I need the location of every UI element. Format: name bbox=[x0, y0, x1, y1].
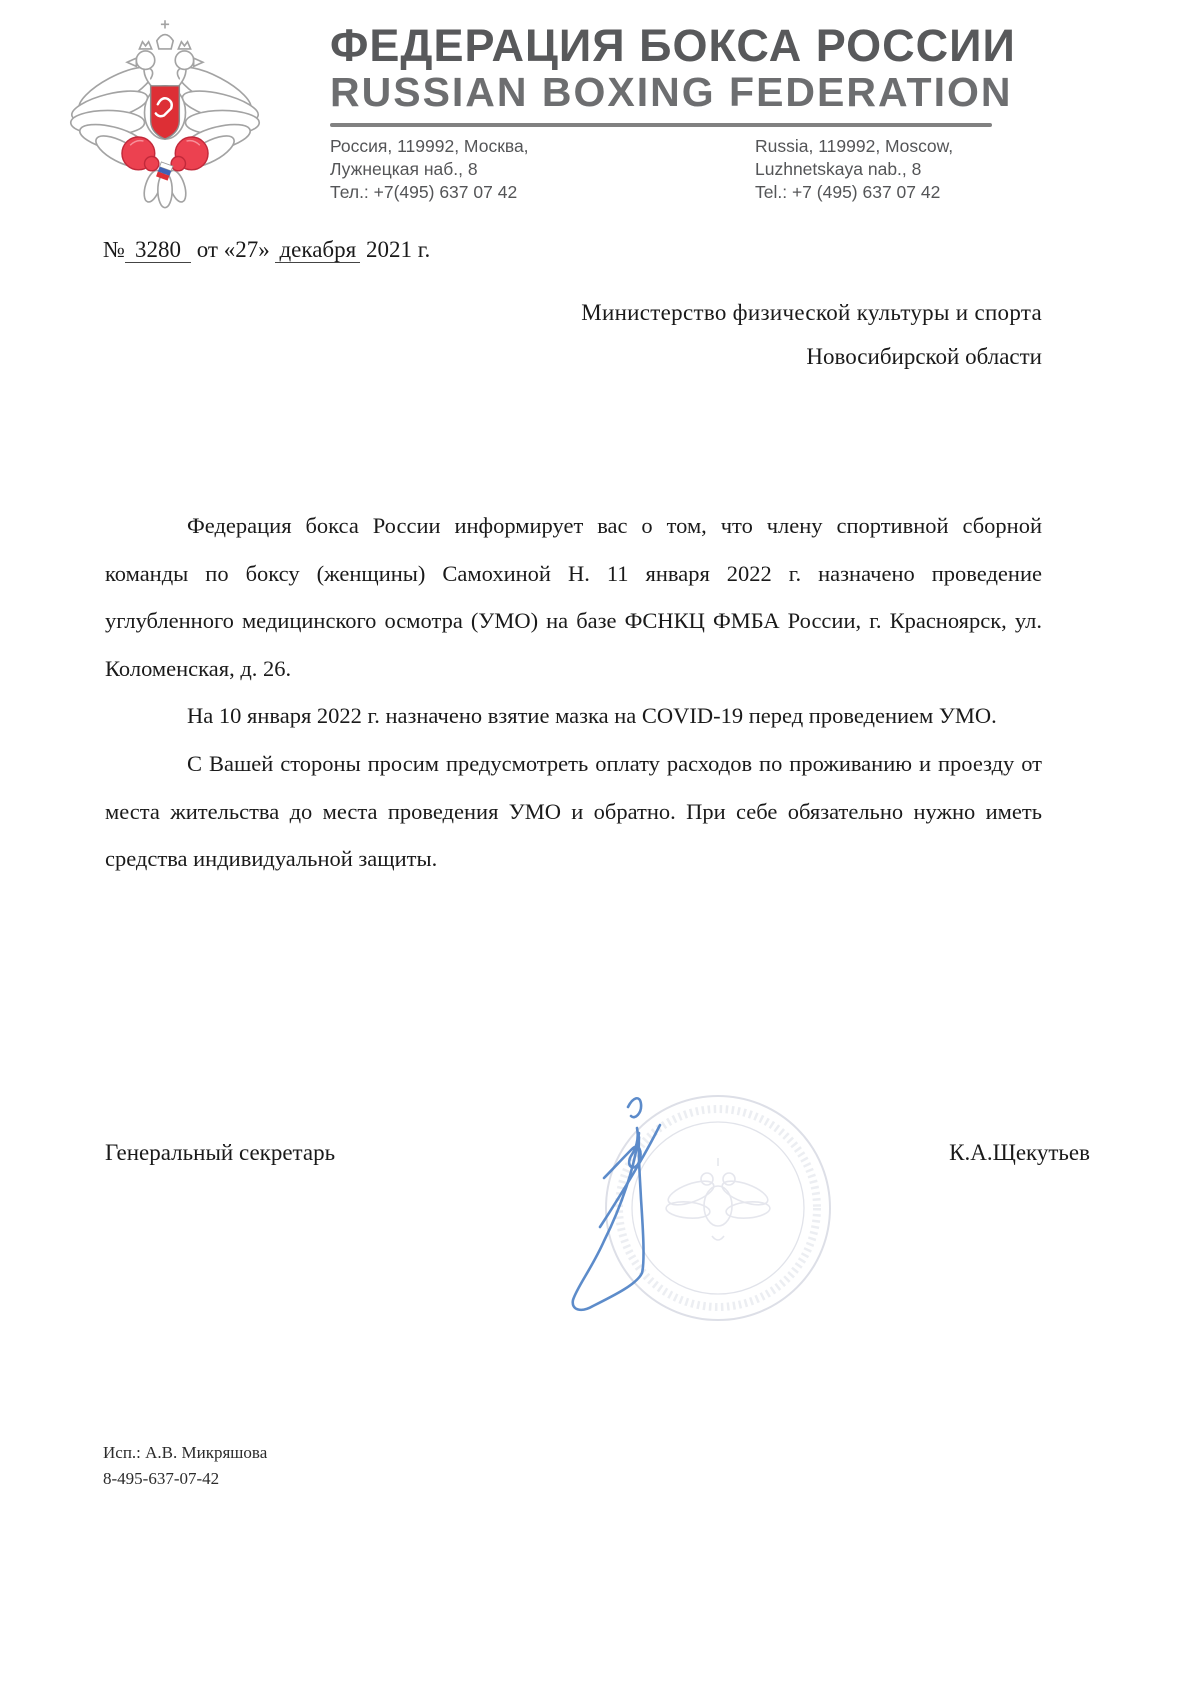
number-sign: № bbox=[103, 237, 125, 262]
date-year: 2021 г. bbox=[365, 237, 431, 262]
executor-phone: 8-495-637-07-42 bbox=[103, 1468, 220, 1488]
address-en-line: Luzhnetskaya nab., 8 bbox=[755, 159, 922, 180]
date-month: декабря bbox=[275, 237, 360, 263]
signer-title: Генеральный секретарь bbox=[105, 1140, 336, 1165]
paragraph: На 10 января 2022 г. назначено взятие мазка на COVID-19 перед проведением УМО. bbox=[187, 703, 997, 729]
header-divider bbox=[330, 123, 992, 127]
addressee-line2: Новосибирской области bbox=[806, 344, 1042, 369]
date-prefix: от «27» bbox=[196, 237, 270, 262]
signature-ink bbox=[540, 1015, 690, 1330]
org-title-ru: ФЕДЕРАЦИЯ БОКСА РОССИИ bbox=[330, 20, 1016, 71]
address-en-line: Russia, 119992, Moscow, bbox=[755, 136, 954, 157]
paragraph: С Вашей стороны просим предусмотреть оплату расходов по проживанию и проезду от места жительства до места проведения УМО и обратно. При себе обязательно нужно иметь средства индивидуальной защиты. bbox=[105, 750, 1042, 872]
org-title-en: RUSSIAN BOXING FEDERATION bbox=[330, 69, 1013, 116]
address-ru-line: Россия, 119992, Москва, bbox=[330, 136, 529, 157]
official-stamp bbox=[588, 1078, 848, 1338]
signer-name: К.А.Щекутьев bbox=[949, 1140, 1090, 1165]
address-ru-line: Лужнецкая наб., 8 bbox=[330, 159, 478, 180]
address-en bbox=[755, 135, 992, 204]
executor-name: Исп.: А.В. Микряшова bbox=[103, 1443, 268, 1462]
reference-line bbox=[103, 237, 430, 263]
letterhead-text bbox=[330, 20, 1016, 205]
paragraph: Федерация бокса России информирует вас о том, что члену спортивной сборной команды по боксу (женщины) Самохиной Н. 11 января 2022 г. назначено проведение углубленного медицинского осмотра (УМО) на базе ФСНКЦ ФМБА России, г. Красноярск, ул. Коломенская, д. 26. bbox=[105, 513, 1042, 681]
addressee-block bbox=[482, 291, 1042, 379]
address-en-line: Tel.: +7 (495) 637 07 42 bbox=[755, 182, 941, 203]
signature-row bbox=[105, 1140, 1090, 1166]
letter-body bbox=[105, 502, 1042, 883]
address-ru bbox=[330, 135, 755, 204]
address-ru-line: Тел.: +7(495) 637 07 42 bbox=[330, 182, 518, 203]
addressee-line1: Министерство физической культуры и спорта bbox=[581, 300, 1042, 325]
executor-block bbox=[103, 1440, 267, 1491]
outgoing-number: 3280 bbox=[125, 237, 191, 263]
federation-emblem-icon bbox=[60, 10, 270, 220]
